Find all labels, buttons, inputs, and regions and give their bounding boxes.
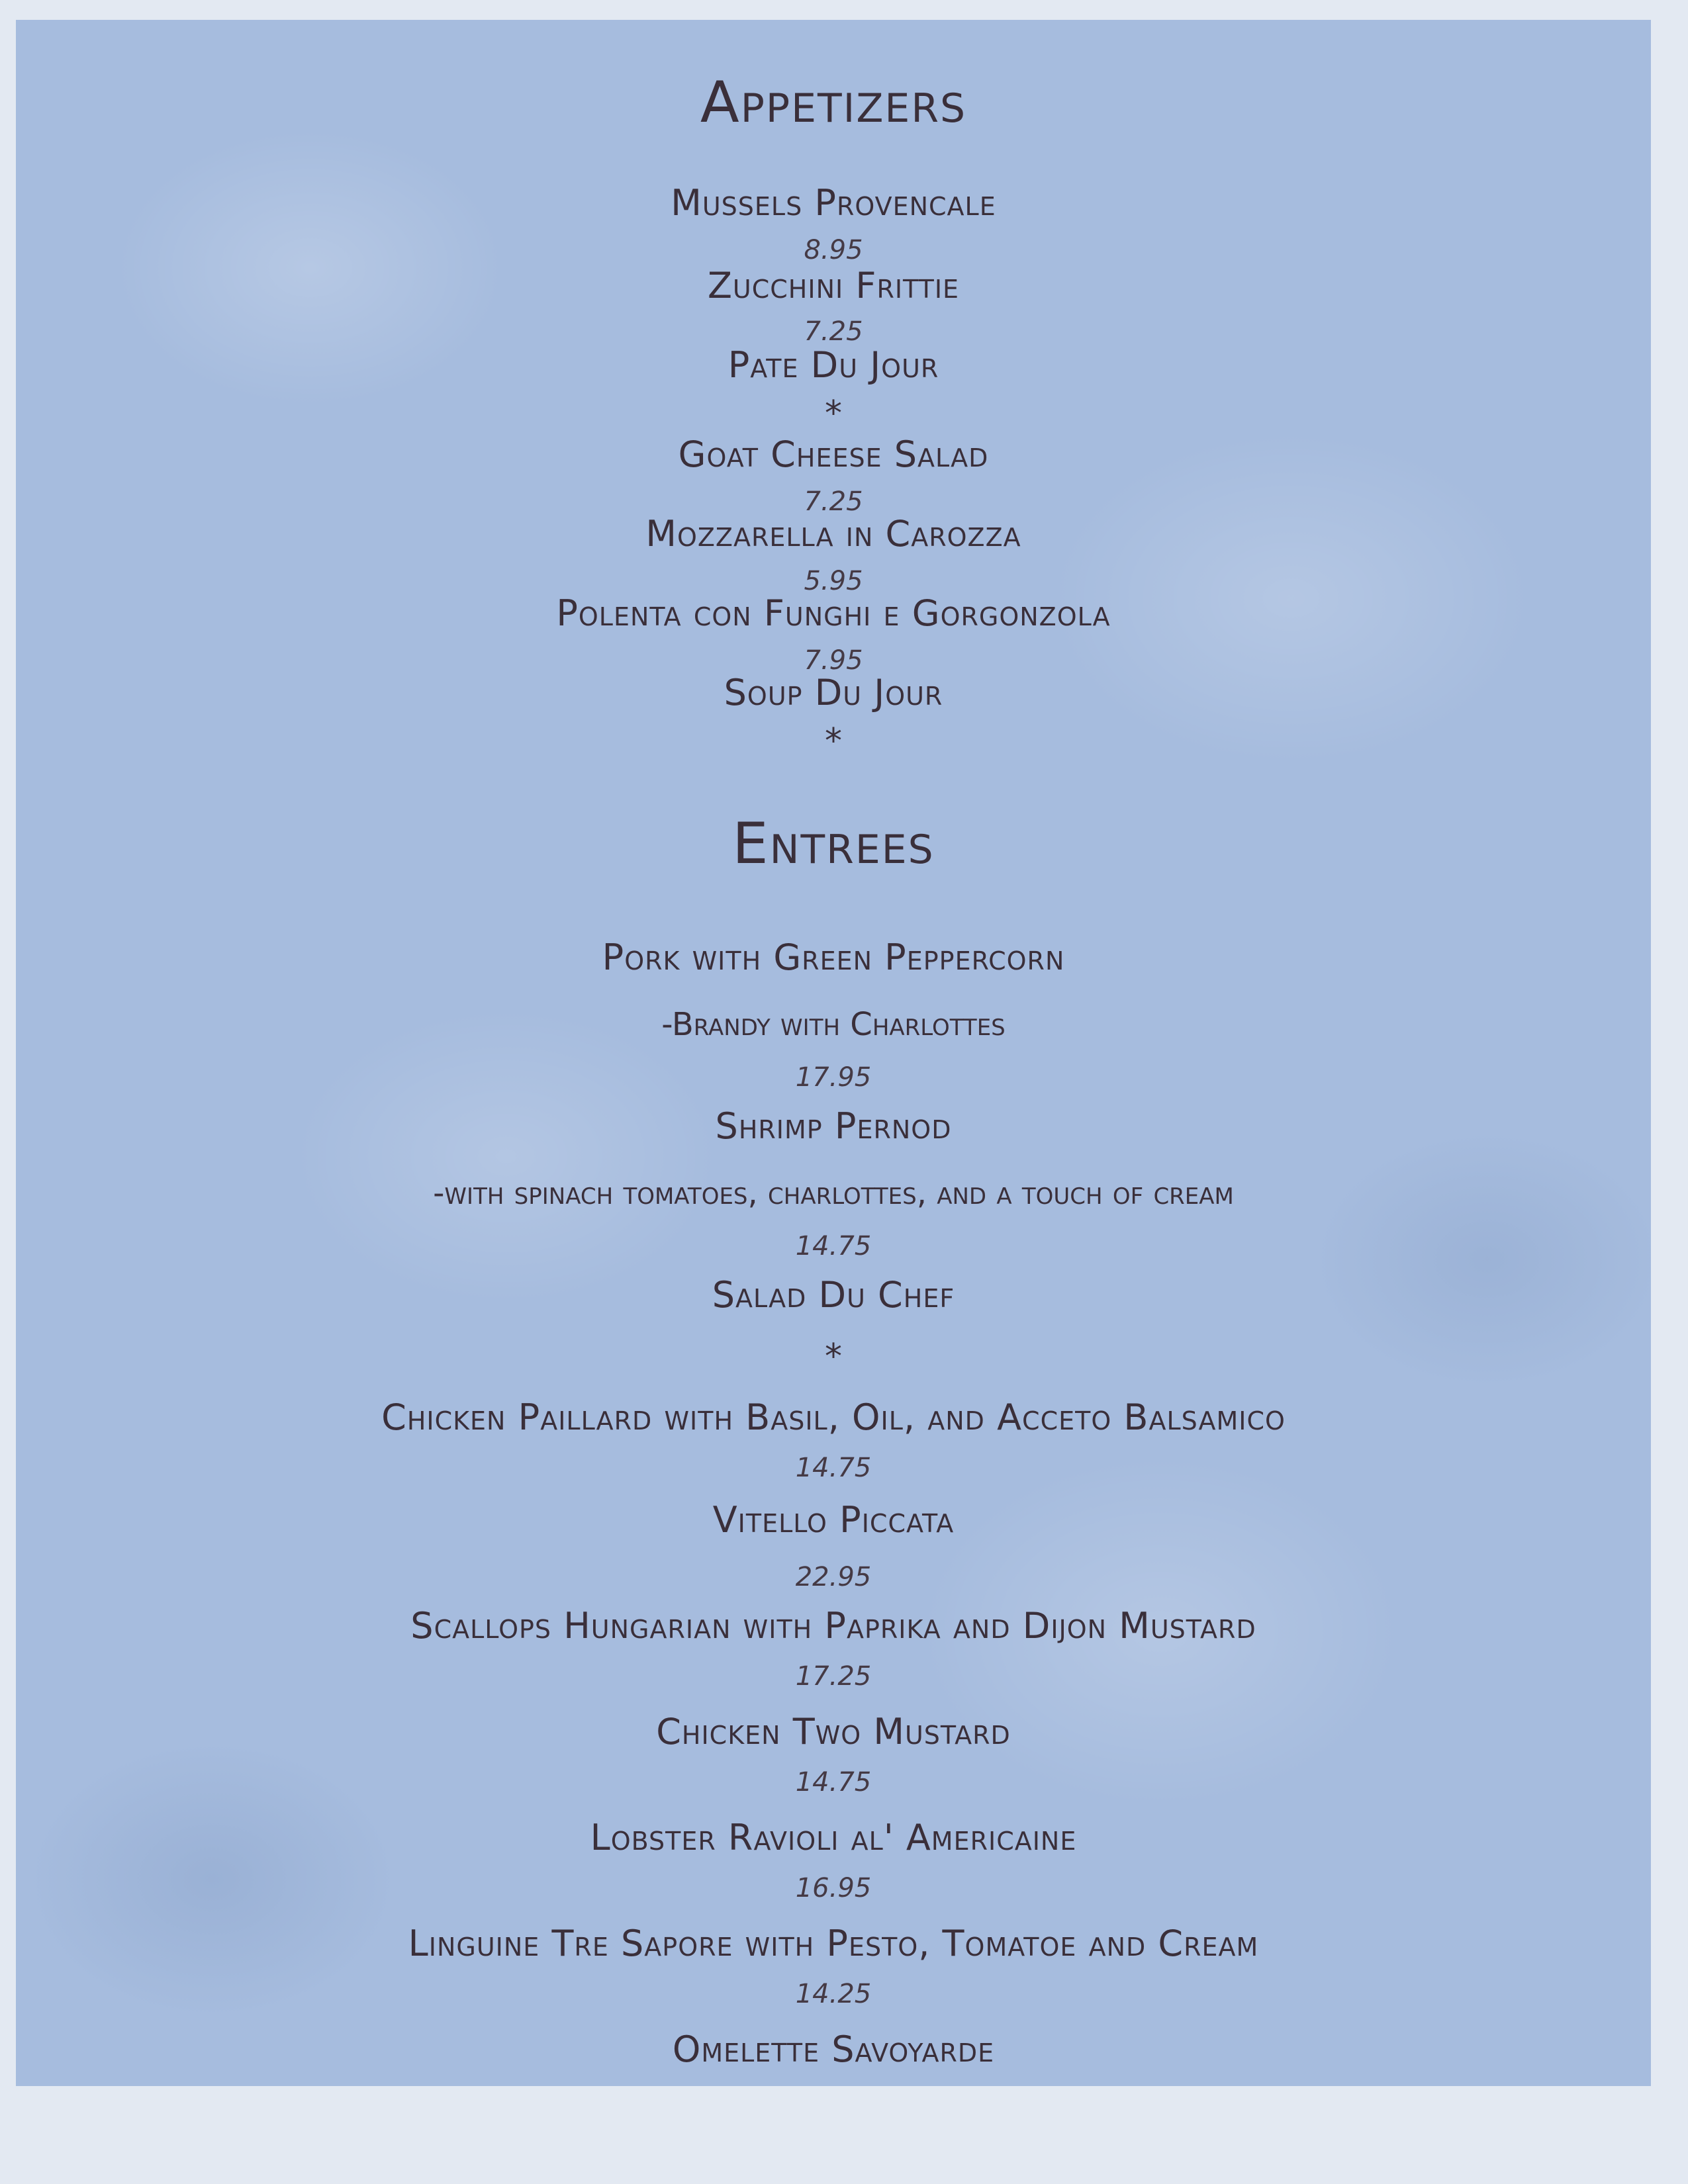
menu-item-price: 22.95 [795,1562,872,1592]
menu-item-price: 7.25 [804,486,863,517]
menu-item-price: * [825,1337,842,1377]
menu-item-price: * [825,394,842,433]
menu-item-name: Mussels Provencale [671,182,996,224]
menu-item-name: Goat Cheese Salad [678,433,989,475]
appetizers-heading: Appetizers [700,69,967,136]
menu-item-price: 14.75 [795,1767,872,1797]
menu-item-price: 17.25 [795,1661,872,1692]
menu-item-name: Lobster Ravioli al' Americaine [590,1817,1077,1858]
menu-item-price: * [825,721,842,761]
menu-item-price: 7.95 [804,645,863,676]
menu-item-price: 17.95 [795,1062,872,1093]
menu-paper [16,20,1651,2086]
menu-item-name: Chicken Two Mustard [656,1711,1011,1752]
menu-item-name: Pate Du Jour [727,344,939,386]
menu-item-name: Linguine Tre Sapore with Pesto, Tomatoe and Cream [408,1923,1259,1964]
menu-item-note: -with spinach tomatoes, charlottes, and a touch of cream [433,1175,1234,1212]
menu-item-price: 14.25 [795,1979,872,2009]
menu-item-name: Mozzarella in Carozza [645,513,1021,555]
menu-item-price: 5.95 [804,566,863,596]
menu-item-name: Pork with Green Peppercorn [602,936,1065,978]
menu-item-name: Salad Du Chef [712,1274,955,1316]
menu-item-price: 14.75 [795,1453,872,1483]
menu-item-price: 7.25 [804,316,863,347]
menu-item-name: Polenta con Funghi e Gorgonzola [556,592,1111,634]
menu-item-name: Soup Du Jour [724,672,943,713]
menu-item-price: 8.95 [804,235,863,265]
entrees-heading: Entrees [732,811,935,877]
menu-item-note: -Brandy with Charlottes [661,1006,1006,1043]
menu-item-price: 16.95 [795,1873,872,1903]
menu-item-name: Omelette Savoyarde [672,2028,995,2070]
menu-item-price: 14.75 [795,1231,872,1261]
menu-item-name: Chicken Paillard with Basil, Oil, and Acceto Balsamico [381,1396,1286,1438]
menu-item-name: Zucchini Frittie [707,265,960,306]
menu-item-name: Shrimp Pernod [715,1105,952,1147]
menu-item-name: Vitello Piccata [712,1499,955,1541]
menu-item-name: Scallops Hungarian with Paprika and Dijon Mustard [410,1605,1256,1647]
